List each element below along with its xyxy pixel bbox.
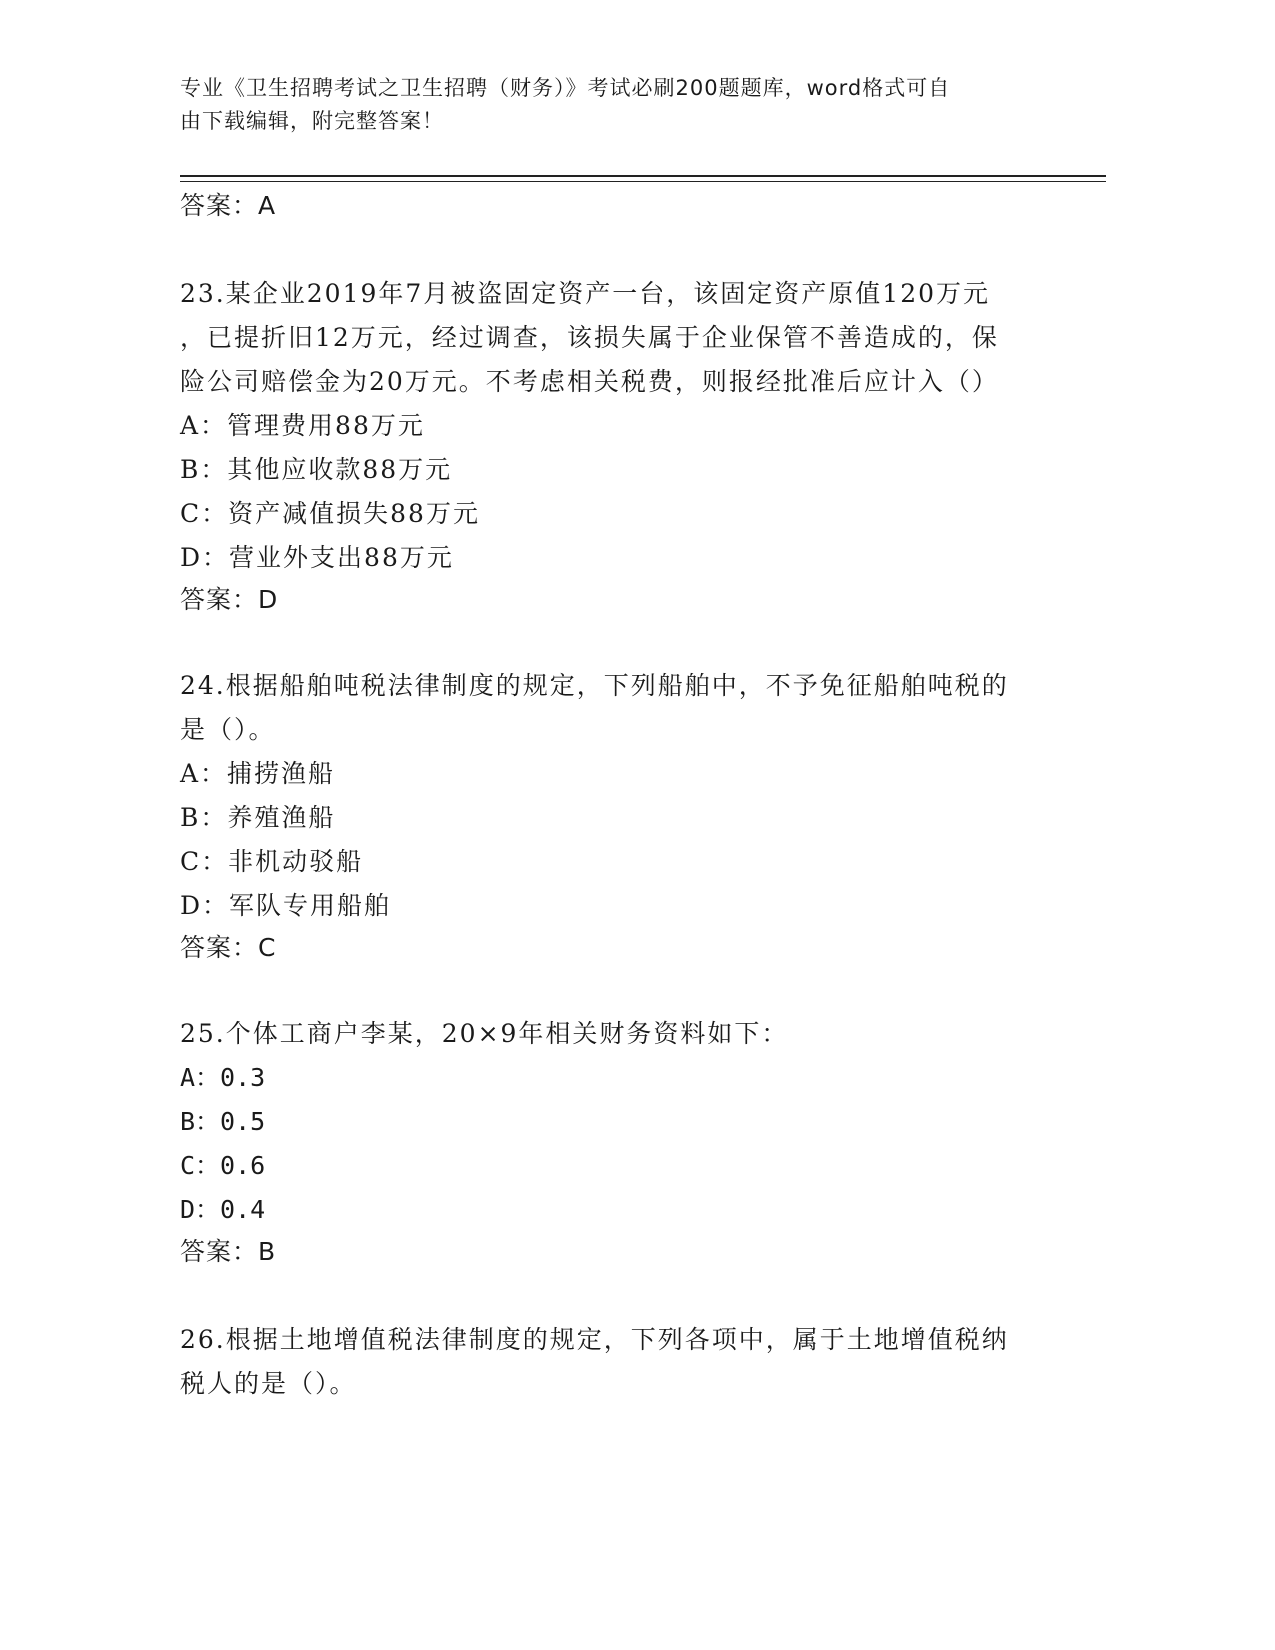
- question-23-answer: 答案：D: [180, 585, 279, 614]
- header-line-1: 专业《卫生招聘考试之卫生招聘（财务）》考试必刷200题题库，word格式可自: [180, 76, 951, 100]
- header-divider-thick: [180, 175, 1106, 177]
- question-25-option-a: A：0.3: [180, 1063, 266, 1092]
- question-23-option-a: A：管理费用88万元: [180, 411, 425, 440]
- question-25-line-1: 25.个体工商户李某，20×9年相关财务资料如下：: [180, 1019, 789, 1048]
- question-25-answer: 答案：B: [180, 1237, 277, 1266]
- header-divider-thin: [180, 181, 1106, 182]
- header-line-2: 由下载编辑，附完整答案！: [180, 109, 444, 133]
- question-24-option-a: A：捕捞渔船: [180, 759, 336, 788]
- question-24-line-2: 是（）。: [180, 715, 276, 744]
- question-24-option-b: B：养殖渔船: [180, 803, 336, 832]
- question-23-line-2: ，已提折旧12万元，经过调查，该损失属于企业保管不善造成的，保: [180, 323, 999, 352]
- question-26-line-2: 税人的是（）。: [180, 1369, 357, 1398]
- question-24-answer: 答案：C: [180, 933, 277, 962]
- document-header: [180, 72, 1060, 138]
- question-25-option-b: B：0.5: [180, 1107, 266, 1136]
- previous-answer: 答案：A: [180, 191, 277, 220]
- question-23-option-d: D：营业外支出88万元: [180, 543, 454, 572]
- question-23-line-3: 险公司赔偿金为20万元。不考虑相关税费，则报经批准后应计入（）: [180, 367, 999, 396]
- question-25-option-c: C：0.6: [180, 1151, 266, 1180]
- question-23-line-1: 23.某企业2019年7月被盗固定资产一台，该固定资产原值120万元: [180, 279, 991, 308]
- question-24-option-c: C：非机动驳船: [180, 847, 364, 876]
- question-26-line-1: 26.根据土地增值税法律制度的规定，下列各项中，属于土地增值税纳: [180, 1325, 1009, 1354]
- question-24-option-d: D：军队专用船舶: [180, 891, 392, 920]
- question-24-line-1: 24.根据船舶吨税法律制度的规定，下列船舶中，不予免征船舶吨税的: [180, 671, 1009, 700]
- question-23-option-b: B：其他应收款88万元: [180, 455, 453, 484]
- question-25-option-d: D：0.4: [180, 1195, 266, 1224]
- question-23-option-c: C：资产减值损失88万元: [180, 499, 480, 528]
